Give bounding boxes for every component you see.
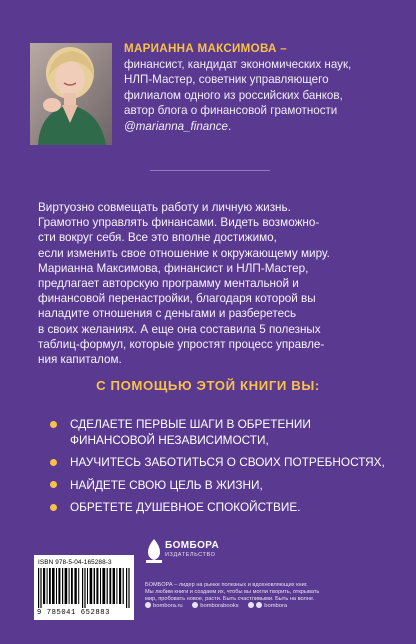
tagline-line: БОМБОРА – лидер на рынке полезных и вдохновляющих книг. — [145, 582, 308, 588]
author-photo — [30, 43, 112, 145]
author-handle: @marianna_finance — [124, 119, 228, 133]
bombora-logo-icon — [145, 538, 163, 564]
social-vk[interactable] — [248, 602, 287, 609]
author-bio-line: НЛП-Мастер, советник управляющего — [124, 73, 329, 87]
social-site-label: bombora.ru — [153, 603, 183, 609]
description-line: наладите отношения с деньгами и разберетесь — [38, 307, 297, 321]
social-instagram[interactable] — [192, 602, 238, 609]
instagram-icon — [192, 602, 198, 608]
description-line: предлагает авторскую программу ментальной и — [38, 277, 299, 291]
description-line: если изменить свое отношение к окружающему миру. — [38, 246, 330, 260]
list-item — [50, 455, 390, 471]
description-line: таблиц-формул, которые упростят процесс управле- — [38, 337, 325, 351]
list-item-text: СДЕЛАЕТЕ ПЕРВЫЕ ШАГИ В ОБРЕТЕНИИ — [70, 417, 311, 431]
description-line: финансовой перенастройки, благодаря которой вы — [38, 292, 316, 306]
bullet-dot-icon — [50, 504, 57, 511]
publisher-subtitle: ИЗДАТЕЛЬСТВО — [165, 552, 216, 558]
tagline-line: мир, пробовать новое, расти. Быть счастливыми. Быть на волне. — [145, 596, 315, 602]
author-bio-line: автор блога о финансовой грамотности — [124, 104, 338, 118]
section-divider — [150, 170, 270, 171]
book-description — [38, 200, 383, 367]
bullet-dot-icon — [50, 481, 57, 488]
description-line: в своих желаниях. А еще она составила 5 полезных — [38, 322, 321, 336]
list-item — [50, 417, 390, 448]
list-item-text: НАУЧИТЕСЬ ЗАБОТИТЬСЯ О СВОИХ ПОТРЕБНОСТЯХ, — [70, 455, 385, 469]
social-instagram-label: bomborabooks — [200, 603, 239, 609]
list-item — [50, 478, 390, 494]
bullet-dot-icon — [50, 421, 57, 428]
publisher-logo — [145, 538, 220, 568]
social-vk-label: bombora — [264, 603, 288, 609]
author-name: МАРИАННА МАКСИМОВА – — [124, 42, 287, 55]
description-line: сти вокруг себя. Все это вполне достижимо, — [38, 231, 277, 245]
globe-icon — [145, 602, 151, 608]
list-item-text: ФИНАНСОВОЙ НЕЗАВИСИМОСТИ, — [70, 432, 269, 447]
benefits-heading: С ПОМОЩЬЮ ЭТОЙ КНИГИ ВЫ: — [96, 378, 320, 393]
telegram-icon — [256, 602, 262, 608]
author-bio-line: финансист, кандидат экономических наук, — [124, 57, 352, 71]
vk-icon — [248, 602, 254, 608]
barcode-digits: 9 785041 652883 — [37, 609, 110, 617]
author-handle-suffix: . — [227, 119, 232, 133]
author-bio-line: филиалом одного из российских банков, — [124, 88, 343, 102]
list-item — [50, 500, 390, 516]
social-site[interactable] — [145, 602, 183, 609]
publisher-socials — [145, 602, 395, 609]
benefits-list — [50, 417, 390, 523]
author-bio — [124, 41, 394, 135]
description-line: ния капиталом. — [38, 353, 122, 367]
barcode-block — [34, 555, 134, 620]
barcode-icon — [38, 568, 130, 608]
publisher-name: БОМБОРА — [165, 540, 220, 551]
list-item-text: НАЙДЕТЕ СВОЮ ЦЕЛЬ В ЖИЗНИ, — [70, 477, 263, 492]
isbn-label: ISBN 978-5-04-165288-3 — [38, 559, 112, 566]
list-item-text: ОБРЕТЕТЕ ДУШЕВНОЕ СПОКОЙСТВИЕ. — [70, 500, 301, 514]
publisher-tagline — [145, 582, 390, 603]
description-line: Виртуозно совмещать работу и личную жизнь. — [38, 201, 291, 214]
description-line: Грамотно управлять финансами. Видеть возможно- — [38, 216, 320, 230]
tagline-line: Мы любим книги и создаем их, чтобы вы могли творить, открывать — [145, 589, 320, 595]
bullet-dot-icon — [50, 459, 57, 466]
description-line: Марианна Максимова, финансист и НЛП-Мастер, — [38, 261, 309, 275]
author-handle-line — [124, 119, 394, 135]
